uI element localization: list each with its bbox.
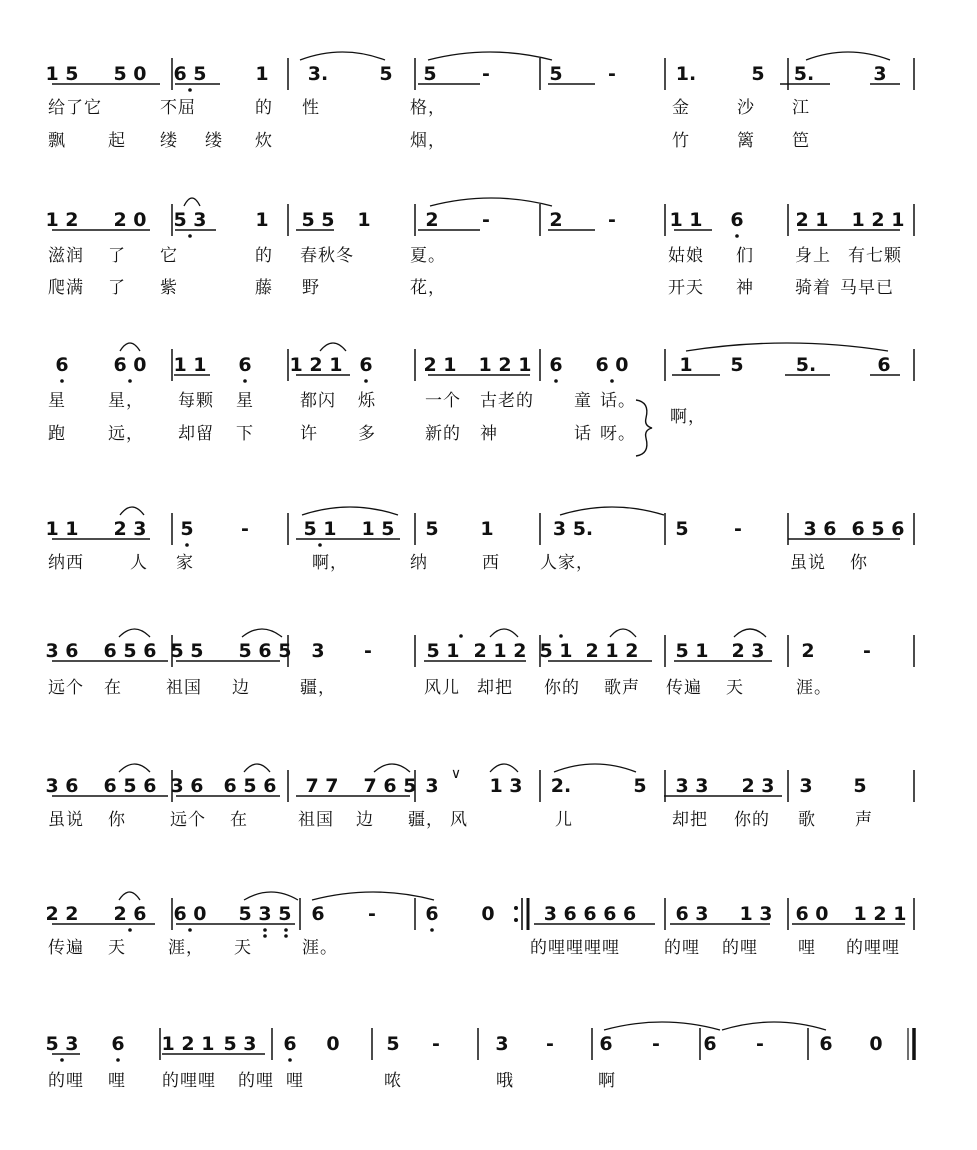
note-group: 6 5 6 [103,775,157,797]
note-group: - [546,1033,554,1055]
lyric: 话。 [600,391,636,411]
note-group: 3 3 [675,775,709,797]
low-octave-dot [60,379,64,383]
note-group: 6 [359,354,373,376]
note-group: 5 3 5 [238,903,292,925]
lyric: 给了它 [48,98,102,118]
note-group: 3 6 [803,518,837,540]
lyric: 远个 [170,810,206,830]
high-octave-dot [459,634,463,638]
note-group: 3 [311,640,325,662]
lyric: 格， [410,98,446,118]
note-group: 0 [481,903,495,925]
slur [604,1022,720,1030]
low-octave-dot [610,379,614,383]
note-group: 1 [255,63,269,85]
note-group: 1 1 [669,209,703,231]
low-octave-dot [185,543,189,547]
system-7 [45,892,914,938]
lyric: 下 [236,424,254,444]
lyric: 它 [160,246,178,266]
note-group: 5 3 [223,1033,257,1055]
slur [430,198,552,206]
system-4 [45,507,914,547]
note-group: 5 3 [45,1033,79,1055]
lyric: 你 [108,810,126,830]
note-group: 5 [386,1033,400,1055]
low-octave-dot [430,928,434,932]
low-octave-dot [263,934,267,938]
note-group: 5. [795,354,817,376]
low-octave-dot [243,379,247,383]
low-octave-dot [188,928,192,932]
low-octave-dot [188,88,192,92]
note-group: 1 2 1 [851,209,905,231]
lyric: 祖国 [166,678,202,698]
note-group: 5 6 5 [238,640,292,662]
lyric: 神 [480,424,498,444]
note-group: 5 [423,63,437,85]
lyric: 身上 [795,246,831,266]
note-group: 6 [238,354,252,376]
lyric: 天 [108,938,126,958]
slur [119,629,150,637]
note-group: 5 1 [303,518,337,540]
note-group: 6 5 [173,63,207,85]
note-group: - [368,903,376,925]
note-group: 5 1 [539,640,573,662]
lyric: 每颗 [178,391,214,411]
lyric: 春秋冬 [300,246,354,266]
system-2 [45,198,914,238]
breath-mark-icon: ∨ [450,766,462,782]
lyric: 了 [108,278,126,298]
lyric: 的哩 [722,938,758,958]
lyric: 你 [850,553,868,573]
lyric: 哩 [108,1071,126,1091]
note-group: 0 [326,1033,340,1055]
lyric: 了 [108,246,126,266]
lyric: 童 [574,391,592,411]
lyric: 的哩 [238,1071,274,1091]
lyric: 边 [232,678,250,698]
brace-icon [636,400,652,456]
note-group: 2 1 2 [585,640,639,662]
lyric: 性 [302,98,320,118]
note-group: 2 1 [795,209,829,231]
lyric: 夏。 [410,246,446,266]
note-group: - [863,640,871,662]
lyric: 飘 [48,131,66,151]
lyric: 你的 [544,678,580,698]
slur [300,52,385,60]
lyric: 虽说 [790,553,826,573]
lyric: 天 [726,678,744,698]
lyric: 哩 [798,938,816,958]
lyric: 却留 [178,424,214,444]
lyric: 疆， [300,678,336,698]
note-group: 3. [307,63,329,85]
note-group: 1 3 [489,775,523,797]
high-octave-dot [559,634,563,638]
lyric: 马早已 [840,278,894,298]
note-group: 1 2 1 [161,1033,215,1055]
lyric: 西 [482,553,500,573]
slur [806,52,890,60]
lyric: 神 [736,278,754,298]
lyric: 沙 [737,98,755,118]
slur [374,764,410,772]
note-group: 2 [425,209,439,231]
lyric: 远个 [48,678,84,698]
lyric: 爬满 [48,278,84,298]
note-group: - [652,1033,660,1055]
lyric: 金 [672,98,690,118]
note-group: 3 6 [170,775,204,797]
lyric: 竹 [672,131,690,151]
slur [610,629,636,637]
lyric: 歌 [798,810,816,830]
slur [302,507,398,515]
note-group: 6 0 [173,903,207,925]
lyric: 却把 [672,810,708,830]
lyric: 风 [450,810,468,830]
note-group: 6 [730,209,744,231]
note-group: 6 [703,1033,717,1055]
note-group: 2. [550,775,572,797]
note-group: 3 [495,1033,509,1055]
lyric: 跑 [48,424,66,444]
lyric: 涯。 [796,678,832,698]
lyric: 哩 [286,1071,304,1091]
note-group: 6 5 6 [851,518,905,540]
lyric: 风儿 [424,678,460,698]
lyric: 你的 [734,810,770,830]
lyric: 的哩 [48,1071,84,1091]
low-octave-dot [188,234,192,238]
lyric: 疆， [408,810,444,830]
lyric: 在 [104,678,122,698]
lyric: 都闪 [300,391,336,411]
note-group: - [364,640,372,662]
lyric: 啊， [312,553,348,573]
lyric: 一个 [425,391,461,411]
note-group: 1 [357,209,371,231]
lyric: 开天 [668,278,704,298]
note-group: 1 2 1 [478,354,532,376]
note-group: 2 1 2 [473,640,527,662]
lyric: 们 [736,246,754,266]
system-5 [45,629,914,667]
note-group: 2 3 [113,518,147,540]
lyric: 传遍 [666,678,702,698]
note-group: - [241,518,249,540]
lyric: 涯。 [302,938,338,958]
note-group: 1 [679,354,693,376]
lyric: 人家， [540,553,594,573]
note-group: 1 [255,209,269,231]
lyric: 炊 [255,131,273,151]
low-octave-dot [735,234,739,238]
note-group: - [482,63,490,85]
lyric: 却把 [477,678,513,698]
note-group: 2 [801,640,815,662]
note-group: 6 [549,354,563,376]
note-group: 2 1 [423,354,457,376]
note-group: 1 3 [739,903,773,925]
note-group: 2 2 [45,903,79,925]
lyric: 呀。 [600,424,636,444]
slur [120,343,140,351]
note-group: 6 [55,354,69,376]
note-group: 5 [730,354,744,376]
note-group: 5 [633,775,647,797]
note-group: 1. [675,63,697,85]
note-group: - [734,518,742,540]
low-octave-dot [554,379,558,383]
lyric: 江 [792,98,810,118]
lyric: 涯， [168,938,204,958]
lyric: 星， [108,391,144,411]
note-group: 3 6 [45,640,79,662]
lyric: 的哩哩 [162,1071,216,1091]
lyric: 祖国 [298,810,334,830]
slur [244,764,270,772]
note-group: 5 [751,63,765,85]
note-group: 6 [425,903,439,925]
note-group: - [608,209,616,231]
note-group: 6 5 6 [103,640,157,662]
slur [184,198,200,206]
slur [320,343,346,351]
lyric: 许 [300,424,318,444]
note-group: 5 [180,518,194,540]
note-group: 5 5 [170,640,204,662]
note-group: 2 0 [113,209,147,231]
note-group: 6 3 [675,903,709,925]
lyric: 滋润 [48,246,84,266]
slur [428,52,552,60]
note-group: 5. [793,63,815,85]
note-group: - [608,63,616,85]
lyric: 的哩哩 [846,938,900,958]
slur [734,629,766,637]
lyric: 烟， [410,131,446,151]
lyric: 啊 [598,1071,616,1091]
lyric: 天 [234,938,252,958]
note-group: 1 2 [45,209,79,231]
slur [560,507,664,515]
lyric: 声 [855,810,873,830]
note-group: 7 7 [305,775,339,797]
slur [119,764,150,772]
lyric: 新的 [425,424,461,444]
note-group: 6 0 [795,903,829,925]
note-group: 6 0 [595,354,629,376]
lyric: 紫 [160,278,178,298]
low-octave-dot [284,928,288,932]
lyric: 篱 [737,131,755,151]
lyric: 多 [358,424,376,444]
lyric: 人 [130,553,148,573]
lyric: 笆 [792,131,810,151]
low-octave-dot [116,1058,120,1062]
note-group: 1 1 [173,354,207,376]
lyric: 传遍 [48,938,84,958]
lyric: 话 [574,424,592,444]
note-group: 3 [799,775,813,797]
note-group: 3 5. [552,518,594,540]
note-group: 1 [480,518,494,540]
lyric: 的 [255,98,273,118]
slur [490,764,518,772]
note-group: 2 3 [741,775,775,797]
note-group: 0 [869,1033,883,1055]
note-group: 2 3 [731,640,765,662]
lyric-side: 啊， [670,407,706,427]
note-group: 5 [379,63,393,85]
note-group: 2 [549,209,563,231]
lyric: 起 [108,131,126,151]
note-group: 2 6 [113,903,147,925]
lyric: 野 [302,278,320,298]
lyric: 哝 [384,1071,402,1091]
lyric: 星 [236,391,254,411]
lyric: 的哩 [664,938,700,958]
lyric: 缕 [160,131,178,151]
note-group: 5 3 [173,209,207,231]
note-group: 6 [877,354,891,376]
note-group: 5 0 [113,63,147,85]
lyric: 歌声 [604,678,640,698]
note-group: 6 [819,1033,833,1055]
system-6 [45,764,914,802]
note-group: - [482,209,490,231]
system-3 [55,343,914,383]
system-8 [45,1022,914,1062]
lyric: 纳西 [48,553,84,573]
lyric: 儿 [555,810,573,830]
slur [490,629,518,637]
lyric: 虽说 [48,810,84,830]
lyric: 古老的 [480,391,534,411]
slur [244,892,298,900]
lyric: 纳 [410,553,428,573]
slur [554,764,636,772]
slur [120,507,144,515]
low-octave-dot [263,928,267,932]
note-group: 6 [111,1033,125,1055]
low-octave-dot [128,928,132,932]
note-group: 1 2 1 [853,903,907,925]
note-group: 6 [599,1033,613,1055]
note-group: 1 5 [45,63,79,85]
low-octave-dot [288,1058,292,1062]
note-group: - [756,1033,764,1055]
lyric: 骑着 [795,278,831,298]
lyric: 藤 [255,278,273,298]
note-group: 5 5 [301,209,335,231]
low-octave-dot [318,543,322,547]
lyric: 哦 [496,1071,514,1091]
note-group: 5 [549,63,563,85]
lyric: 的哩哩哩哩 [530,938,620,958]
low-octave-dot [60,1058,64,1062]
lyric: 在 [230,810,248,830]
note-group: 3 [425,775,439,797]
slur [119,892,140,900]
note-group: 7 6 5 [363,775,417,797]
lyric: 姑娘 [668,246,704,266]
note-group: 1 5 [361,518,395,540]
low-octave-dot [364,379,368,383]
slur [722,1022,826,1030]
lyric: 有七颗 [848,246,902,266]
note-group: 3 6 [45,775,79,797]
note-group: 1 2 1 [289,354,343,376]
system-1 [45,52,914,92]
note-group: 5 1 [675,640,709,662]
low-octave-dot [284,934,288,938]
lyric: 烁 [358,391,376,411]
lyric: 星 [48,391,66,411]
lyric: 远， [108,424,144,444]
slur [686,343,888,351]
lyric: 不屈 [160,98,196,118]
note-group: 3 [873,63,887,85]
repeat-dot [514,906,518,910]
note-group: 5 [675,518,689,540]
note-group: 5 [853,775,867,797]
note-group: 5 1 [426,640,460,662]
low-octave-dot [128,379,132,383]
note-group: 1 1 [45,518,79,540]
note-group: 6 [311,903,325,925]
note-group: 3 6 6 6 6 [543,903,637,925]
slur [242,629,282,637]
lyric: 的 [255,246,273,266]
lyric: 缕 [205,131,223,151]
note-group: 6 0 [113,354,147,376]
repeat-dot [514,918,518,922]
lyric: 花， [410,278,446,298]
note-group: 6 5 6 [223,775,277,797]
lyric: 家 [176,553,194,573]
lyric: 边 [356,810,374,830]
note-group: 6 [283,1033,297,1055]
note-group: - [432,1033,440,1055]
note-group: 5 [425,518,439,540]
